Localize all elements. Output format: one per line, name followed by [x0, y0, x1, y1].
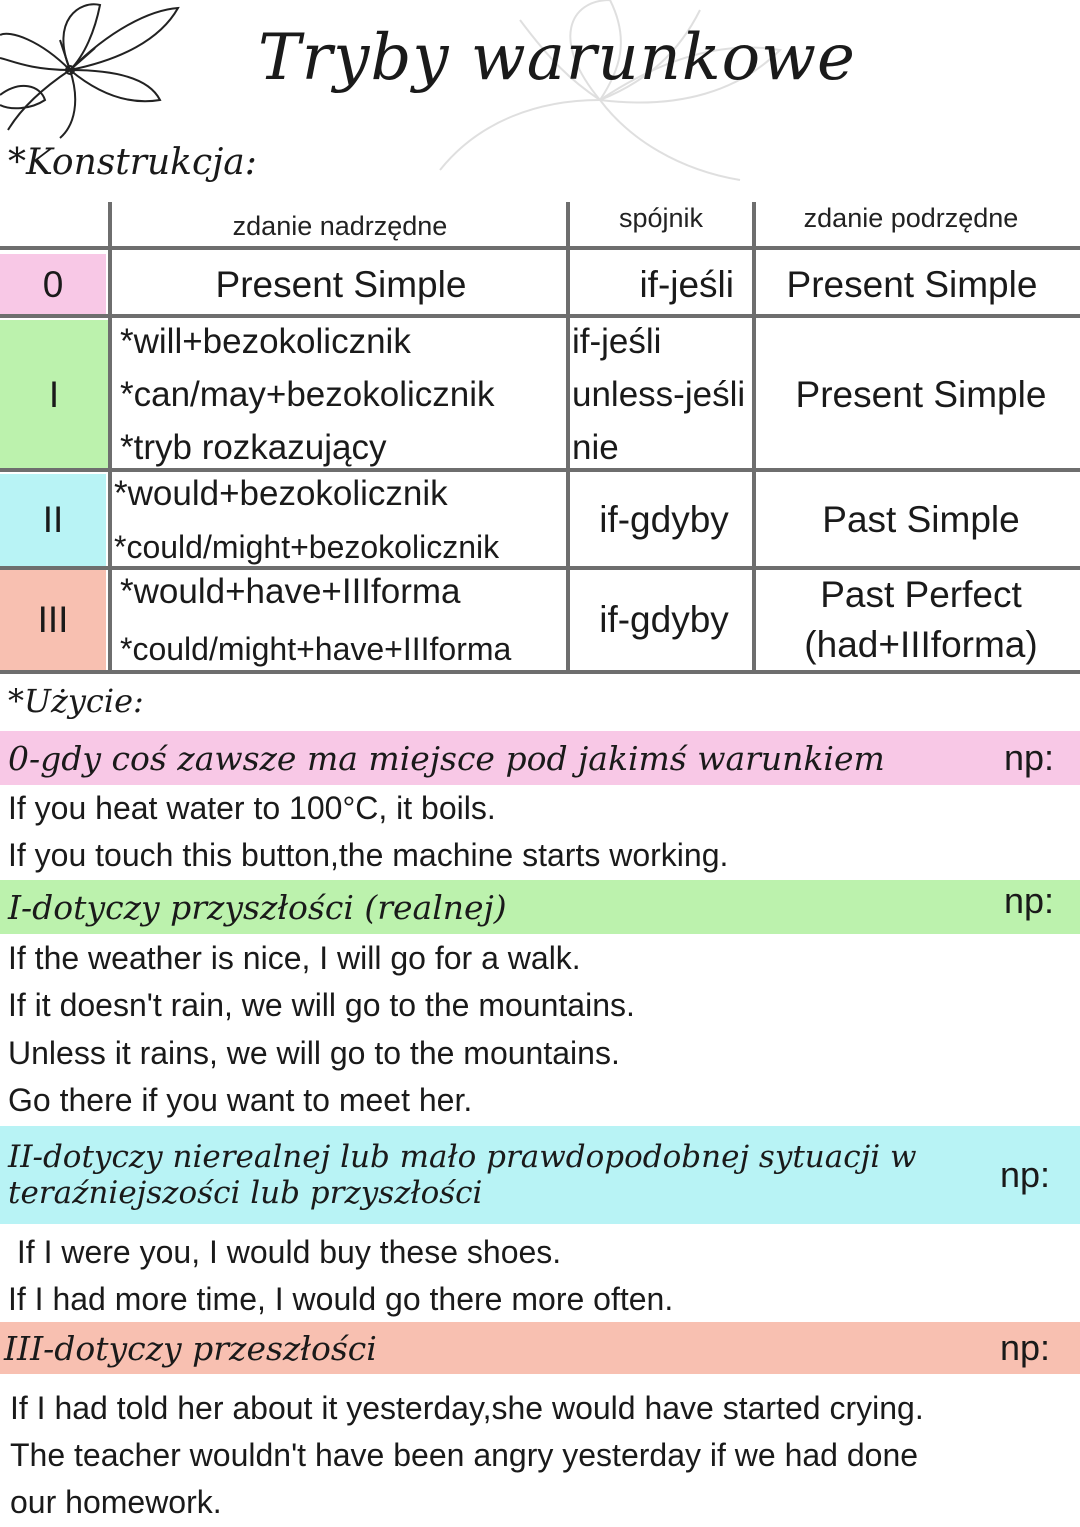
usage-1-example-4: Go there if you want to meet her.: [8, 1082, 473, 1118]
table-rule: [108, 202, 112, 674]
row-2-conj: if-gdyby: [599, 499, 729, 540]
row-2-main: *would+bezokolicznik *could/might+bezokolicznik: [114, 474, 500, 565]
row-3-type: III: [0, 570, 106, 670]
construction-heading: *Konstrukcja:: [8, 142, 257, 183]
np-label: np:: [1003, 880, 1054, 921]
np-label: np:: [999, 1327, 1050, 1368]
usage-1-label: I-dotyczy przyszłości (realnej) np:: [0, 880, 1080, 934]
np-label: np:: [1003, 737, 1054, 778]
usage-1-example-1: If the weather is nice, I will go for a walk.: [8, 940, 581, 976]
table-rule: [0, 670, 1080, 674]
usage-2-label: II-dotyczy nierealnej lub mało prawdopodobnej sytuacji w teraźniejszości lub przyszłości np:: [0, 1126, 1080, 1224]
usage-1-example-3: Unless it rains, we will go to the mountains.: [8, 1035, 620, 1071]
table-rule: [0, 566, 1080, 570]
page-title: Tryby warunkowe: [258, 21, 856, 95]
table-rule: [566, 202, 570, 674]
header-main-clause: zdanie nadrzędne: [232, 210, 448, 241]
usage-2-example-2: If I had more time, I would go there more often.: [8, 1281, 674, 1317]
usage-3-example-1: If I had told her about it yesterday,she would have started crying.: [10, 1390, 924, 1426]
row-2-sub: Past Simple: [822, 499, 1020, 540]
table-rule: [752, 202, 756, 674]
header-sub-clause: zdanie podrzędne: [803, 202, 1019, 233]
usage-2-example-1: If I were you, I would buy these shoes.: [8, 1234, 562, 1270]
row-3-conj: if-gdyby: [599, 599, 729, 640]
usage-0-example-1: If you heat water to 100°C, it boils.: [8, 790, 496, 826]
table-rule: [0, 246, 1080, 250]
usage-0-example-2: If you touch this button,the machine starts working.: [8, 837, 729, 873]
table-rule: [0, 314, 1080, 318]
usage-3-example-2: The teacher wouldn't have been angry yesterday if we had done: [10, 1437, 919, 1473]
row-1-conj: if-jeśli unless-jeśli nie: [572, 322, 746, 467]
row-0-main: Present Simple: [215, 264, 467, 305]
usage-0-label: 0-gdy coś zawsze ma miejsce pod jakimś warunkiem np:: [0, 731, 1080, 785]
row-0-sub: Present Simple: [786, 264, 1038, 305]
usage-3-label: III-dotyczy przeszłości np:: [0, 1322, 1080, 1374]
usage-heading: *Użycie:: [8, 682, 144, 720]
usage-1-example-2: If it doesn't rain, we will go to the mountains.: [8, 987, 635, 1023]
np-label: np:: [999, 1154, 1050, 1195]
usage-3-example-3: our homework.: [10, 1484, 222, 1520]
row-2-type: II: [0, 474, 106, 566]
row-3-sub: Past Perfect (had+IIIforma): [804, 574, 1038, 665]
lily-flower-icon: [0, 0, 190, 140]
row-0-conj: if-jeśli: [639, 264, 734, 305]
row-1-type: I: [0, 320, 108, 470]
row-0-type: 0: [0, 254, 106, 316]
header-conjunction: spójnik: [618, 202, 704, 233]
row-1-sub: Present Simple: [795, 374, 1047, 415]
conditionals-table: [0, 198, 1080, 676]
row-1-main: *will+bezokolicznik *can/may+bezokolicznik *tryb rozkazujący: [120, 322, 495, 467]
row-3-main: *would+have+IIIforma *could/might+have+IIIforma: [120, 572, 512, 667]
table-rule: [0, 468, 1080, 472]
